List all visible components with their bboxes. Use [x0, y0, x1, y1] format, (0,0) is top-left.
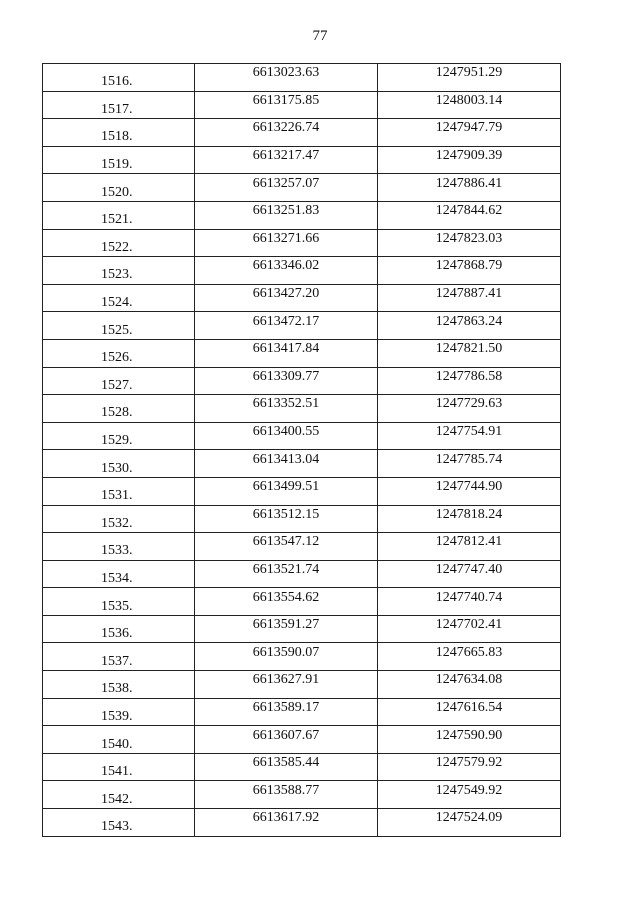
- point-number-cell: [43, 257, 195, 285]
- x-coordinate-cell-text: 6613588.77: [252, 782, 320, 798]
- y-coordinate-cell: [378, 643, 561, 671]
- x-coordinate-cell-text: 6613346.02: [252, 258, 320, 274]
- table-row: [43, 698, 561, 726]
- y-coordinate-cell: [378, 588, 561, 616]
- point-number-cell-text: 1519.: [101, 157, 133, 173]
- x-coordinate-cell-text: 6613591.27: [252, 617, 320, 633]
- coordinates-table: [42, 63, 561, 837]
- point-number-cell: [43, 312, 195, 340]
- x-coordinate-cell-text: 6613309.77: [252, 368, 320, 384]
- table-row: [43, 671, 561, 699]
- y-coordinate-cell: [378, 422, 561, 450]
- y-coordinate-cell: [378, 201, 561, 229]
- x-coordinate-cell: [195, 284, 378, 312]
- y-coordinate-cell-text: 1247549.92: [435, 782, 503, 798]
- coordinates-table-body: [43, 64, 561, 837]
- y-coordinate-cell-text: 1247740.74: [435, 589, 503, 605]
- x-coordinate-cell-text: 6613427.20: [252, 286, 320, 302]
- point-number-cell: [43, 229, 195, 257]
- point-number-cell: [43, 533, 195, 561]
- x-coordinate-cell: [195, 422, 378, 450]
- x-coordinate-cell: [195, 64, 378, 92]
- x-coordinate-cell: [195, 781, 378, 809]
- point-number-cell-text: 1528.: [101, 405, 133, 421]
- table-row: [43, 753, 561, 781]
- y-coordinate-cell-text: 1247754.91: [435, 424, 503, 440]
- y-coordinate-cell: [378, 450, 561, 478]
- x-coordinate-cell-text: 6613417.84: [252, 341, 320, 357]
- x-coordinate-cell-text: 6613271.66: [252, 230, 320, 246]
- table-row: [43, 64, 561, 92]
- y-coordinate-cell: [378, 257, 561, 285]
- table-row: [43, 229, 561, 257]
- x-coordinate-cell: [195, 726, 378, 754]
- y-coordinate-cell-text: 1247844.62: [435, 203, 503, 219]
- table-row: [43, 339, 561, 367]
- table-row: [43, 367, 561, 395]
- y-coordinate-cell-text: 1247744.90: [435, 479, 503, 495]
- point-number-cell-text: 1541.: [101, 764, 133, 780]
- x-coordinate-cell: [195, 395, 378, 423]
- x-coordinate-cell-text: 6613023.63: [252, 65, 320, 81]
- point-number-cell: [43, 726, 195, 754]
- y-coordinate-cell-text: 1247951.29: [435, 65, 503, 81]
- x-coordinate-cell-text: 6613627.91: [252, 672, 320, 688]
- y-coordinate-cell: [378, 284, 561, 312]
- point-number-cell: [43, 643, 195, 671]
- x-coordinate-cell-text: 6613472.17: [252, 313, 320, 329]
- x-coordinate-cell: [195, 174, 378, 202]
- y-coordinate-cell-text: 1247887.41: [435, 286, 503, 302]
- x-coordinate-cell-text: 6613226.74: [252, 120, 320, 136]
- point-number-cell-text: 1521.: [101, 212, 133, 228]
- point-number-cell: [43, 367, 195, 395]
- y-coordinate-cell-text: 1247665.83: [435, 644, 503, 660]
- point-number-cell-text: 1543.: [101, 819, 133, 835]
- point-number-cell: [43, 505, 195, 533]
- point-number-cell-text: 1516.: [101, 74, 133, 90]
- x-coordinate-cell-text: 6613251.83: [252, 203, 320, 219]
- x-coordinate-cell: [195, 809, 378, 837]
- point-number-cell: [43, 174, 195, 202]
- point-number-cell: [43, 753, 195, 781]
- x-coordinate-cell: [195, 146, 378, 174]
- point-number-cell-text: 1542.: [101, 791, 133, 807]
- table-row: [43, 505, 561, 533]
- point-number-cell: [43, 671, 195, 699]
- y-coordinate-cell: [378, 698, 561, 726]
- y-coordinate-cell-text: 1247785.74: [435, 451, 503, 467]
- point-number-cell-text: 1533.: [101, 543, 133, 559]
- point-number-cell-text: 1540.: [101, 736, 133, 752]
- point-number-cell: [43, 615, 195, 643]
- x-coordinate-cell: [195, 91, 378, 119]
- point-number-cell: [43, 339, 195, 367]
- x-coordinate-cell: [195, 201, 378, 229]
- x-coordinate-cell: [195, 643, 378, 671]
- point-number-cell-text: 1534.: [101, 570, 133, 586]
- point-number-cell: [43, 588, 195, 616]
- x-coordinate-cell-text: 6613521.74: [252, 561, 320, 577]
- point-number-cell-text: 1529.: [101, 433, 133, 449]
- point-number-cell-text: 1522.: [101, 239, 133, 255]
- y-coordinate-cell: [378, 781, 561, 809]
- y-coordinate-cell-text: 1247786.58: [435, 368, 503, 384]
- point-number-cell: [43, 698, 195, 726]
- y-coordinate-cell-text: 1247590.90: [435, 727, 503, 743]
- y-coordinate-cell-text: 1247634.08: [435, 672, 503, 688]
- point-number-cell-text: 1531.: [101, 488, 133, 504]
- x-coordinate-cell-text: 6613547.12: [252, 534, 320, 550]
- point-number-cell-text: 1520.: [101, 184, 133, 200]
- x-coordinate-cell: [195, 533, 378, 561]
- point-number-cell-text: 1517.: [101, 101, 133, 117]
- y-coordinate-cell-text: 1247702.41: [435, 617, 503, 633]
- x-coordinate-cell-text: 6613512.15: [252, 506, 320, 522]
- y-coordinate-cell: [378, 726, 561, 754]
- y-coordinate-cell: [378, 119, 561, 147]
- table-row: [43, 91, 561, 119]
- x-coordinate-cell: [195, 339, 378, 367]
- point-number-cell: [43, 422, 195, 450]
- point-number-cell: [43, 91, 195, 119]
- point-number-cell-text: 1538.: [101, 681, 133, 697]
- y-coordinate-cell-text: 1247868.79: [435, 258, 503, 274]
- y-coordinate-cell: [378, 505, 561, 533]
- table-row: [43, 257, 561, 285]
- y-coordinate-cell: [378, 64, 561, 92]
- point-number-cell-text: 1523.: [101, 267, 133, 283]
- table-row: [43, 477, 561, 505]
- table-row: [43, 422, 561, 450]
- y-coordinate-cell-text: 1247821.50: [435, 341, 503, 357]
- x-coordinate-cell: [195, 257, 378, 285]
- point-number-cell-text: 1525.: [101, 322, 133, 338]
- point-number-cell: [43, 560, 195, 588]
- y-coordinate-cell-text: 1247616.54: [435, 699, 503, 715]
- table-row: [43, 395, 561, 423]
- table-row: [43, 643, 561, 671]
- x-coordinate-cell-text: 6613499.51: [252, 479, 320, 495]
- x-coordinate-cell-text: 6613607.67: [252, 727, 320, 743]
- x-coordinate-cell-text: 6613590.07: [252, 644, 320, 660]
- x-coordinate-cell: [195, 671, 378, 699]
- x-coordinate-cell: [195, 505, 378, 533]
- x-coordinate-cell: [195, 698, 378, 726]
- point-number-cell-text: 1524.: [101, 295, 133, 311]
- y-coordinate-cell-text: 1247886.41: [435, 175, 503, 191]
- table-row: [43, 533, 561, 561]
- y-coordinate-cell-text: 1248003.14: [435, 92, 503, 108]
- x-coordinate-cell-text: 6613589.17: [252, 699, 320, 715]
- y-coordinate-cell: [378, 174, 561, 202]
- y-coordinate-cell: [378, 312, 561, 340]
- x-coordinate-cell-text: 6613175.85: [252, 92, 320, 108]
- point-number-cell-text: 1526.: [101, 350, 133, 366]
- point-number-cell-text: 1536.: [101, 626, 133, 642]
- table-row: [43, 312, 561, 340]
- table-row: [43, 174, 561, 202]
- y-coordinate-cell: [378, 560, 561, 588]
- y-coordinate-cell: [378, 477, 561, 505]
- point-number-cell-text: 1535.: [101, 598, 133, 614]
- point-number-cell: [43, 450, 195, 478]
- x-coordinate-cell-text: 6613585.44: [252, 755, 320, 771]
- y-coordinate-cell: [378, 753, 561, 781]
- y-coordinate-cell-text: 1247909.39: [435, 148, 503, 164]
- table-row: [43, 284, 561, 312]
- table-row: [43, 450, 561, 478]
- x-coordinate-cell: [195, 450, 378, 478]
- point-number-cell-text: 1537.: [101, 653, 133, 669]
- y-coordinate-cell: [378, 367, 561, 395]
- x-coordinate-cell-text: 6613554.62: [252, 589, 320, 605]
- table-row: [43, 119, 561, 147]
- x-coordinate-cell: [195, 588, 378, 616]
- point-number-cell: [43, 146, 195, 174]
- table-row: [43, 809, 561, 837]
- x-coordinate-cell: [195, 229, 378, 257]
- x-coordinate-cell: [195, 615, 378, 643]
- y-coordinate-cell: [378, 229, 561, 257]
- point-number-cell: [43, 64, 195, 92]
- y-coordinate-cell: [378, 671, 561, 699]
- x-coordinate-cell-text: 6613617.92: [252, 810, 320, 826]
- table-row: [43, 726, 561, 754]
- y-coordinate-cell: [378, 395, 561, 423]
- x-coordinate-cell-text: 6613413.04: [252, 451, 320, 467]
- y-coordinate-cell-text: 1247524.09: [435, 810, 503, 826]
- y-coordinate-cell: [378, 809, 561, 837]
- y-coordinate-cell-text: 1247947.79: [435, 120, 503, 136]
- y-coordinate-cell-text: 1247812.41: [435, 534, 503, 550]
- x-coordinate-cell-text: 6613217.47: [252, 148, 320, 164]
- point-number-cell-text: 1527.: [101, 377, 133, 393]
- y-coordinate-cell-text: 1247579.92: [435, 755, 503, 771]
- point-number-cell-text: 1539.: [101, 708, 133, 724]
- table-row: [43, 781, 561, 809]
- table-row: [43, 560, 561, 588]
- x-coordinate-cell: [195, 753, 378, 781]
- table-row: [43, 146, 561, 174]
- y-coordinate-cell-text: 1247863.24: [435, 313, 503, 329]
- y-coordinate-cell: [378, 615, 561, 643]
- y-coordinate-cell: [378, 533, 561, 561]
- point-number-cell: [43, 201, 195, 229]
- y-coordinate-cell: [378, 146, 561, 174]
- x-coordinate-cell: [195, 560, 378, 588]
- x-coordinate-cell: [195, 312, 378, 340]
- x-coordinate-cell: [195, 119, 378, 147]
- point-number-cell: [43, 809, 195, 837]
- table-row: [43, 588, 561, 616]
- point-number-cell-text: 1532.: [101, 515, 133, 531]
- point-number-cell-text: 1518.: [101, 129, 133, 145]
- point-number-cell: [43, 477, 195, 505]
- y-coordinate-cell: [378, 339, 561, 367]
- y-coordinate-cell-text: 1247823.03: [435, 230, 503, 246]
- y-coordinate-cell-text: 1247818.24: [435, 506, 503, 522]
- point-number-cell: [43, 781, 195, 809]
- y-coordinate-cell-text: 1247729.63: [435, 396, 503, 412]
- point-number-cell: [43, 119, 195, 147]
- x-coordinate-cell: [195, 367, 378, 395]
- point-number-cell: [43, 395, 195, 423]
- table-row: [43, 615, 561, 643]
- y-coordinate-cell-text: 1247747.40: [435, 561, 503, 577]
- page-number: 77: [312, 28, 328, 44]
- y-coordinate-cell: [378, 91, 561, 119]
- x-coordinate-cell-text: 6613257.07: [252, 175, 320, 191]
- point-number-cell-text: 1530.: [101, 460, 133, 476]
- x-coordinate-cell-text: 6613352.51: [252, 396, 320, 412]
- x-coordinate-cell-text: 6613400.55: [252, 424, 320, 440]
- x-coordinate-cell: [195, 477, 378, 505]
- point-number-cell: [43, 284, 195, 312]
- table-row: [43, 201, 561, 229]
